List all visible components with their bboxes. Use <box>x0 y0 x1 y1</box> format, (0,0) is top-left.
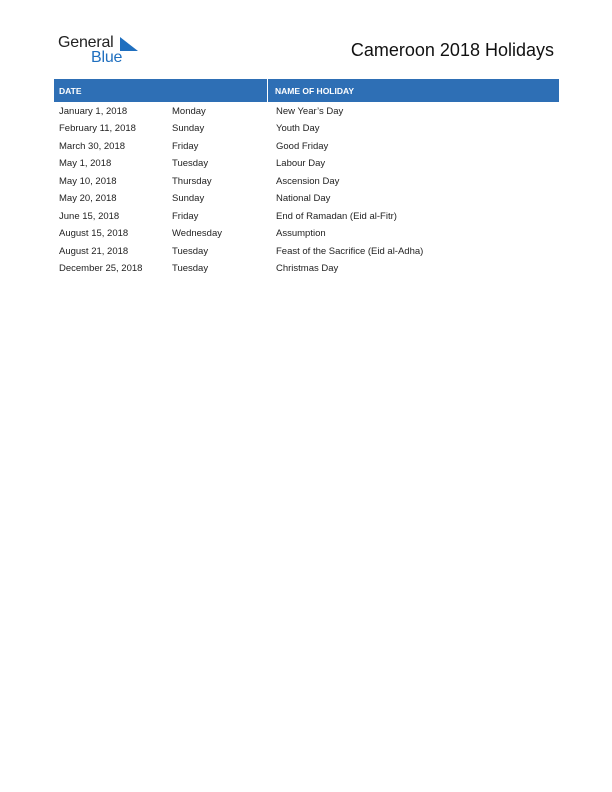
column-header-name: NAME OF HOLIDAY <box>275 85 355 96</box>
holiday-date: March 30, 2018 <box>59 140 126 152</box>
table-header <box>54 79 559 102</box>
logo-triangle-icon <box>120 37 138 51</box>
table-row <box>54 173 559 191</box>
holiday-date: August 15, 2018 <box>59 228 129 240</box>
holiday-weekday: Tuesday <box>172 158 209 170</box>
holiday-weekday: Tuesday <box>172 263 209 275</box>
table-row <box>54 120 559 138</box>
holiday-date: May 20, 2018 <box>59 193 117 205</box>
logo-text-general: General <box>58 34 114 51</box>
holiday-date: January 1, 2018 <box>59 105 128 117</box>
holiday-date: May 1, 2018 <box>59 158 112 170</box>
holiday-weekday: Wednesday <box>172 228 222 240</box>
holiday-date: June 15, 2018 <box>59 210 120 222</box>
holiday-name: Youth Day <box>276 123 320 135</box>
table-row <box>54 260 559 278</box>
logo <box>58 34 148 68</box>
holiday-table <box>54 79 559 278</box>
table-body <box>54 102 559 278</box>
holiday-name: Labour Day <box>276 158 326 170</box>
holiday-weekday: Sunday <box>172 193 205 205</box>
holiday-weekday: Thursday <box>172 175 212 187</box>
table-row <box>54 103 559 121</box>
holiday-name: Assumption <box>276 228 326 240</box>
holiday-name: Ascension Day <box>276 175 340 187</box>
table-row <box>54 225 559 243</box>
holiday-name: New Year’s Day <box>276 105 344 117</box>
logo-text-blue: Blue <box>91 49 123 66</box>
table-row <box>54 138 559 156</box>
holiday-date: February 11, 2018 <box>59 123 136 135</box>
holiday-name: Christmas Day <box>276 263 339 275</box>
holiday-date: December 25, 2018 <box>59 263 143 275</box>
holiday-weekday: Tuesday <box>172 245 209 257</box>
holiday-weekday: Sunday <box>172 123 205 135</box>
table-row <box>54 208 559 226</box>
table-row <box>54 155 559 173</box>
holiday-name: National Day <box>276 193 331 205</box>
document-title: Cameroon 2018 Holidays <box>350 40 554 60</box>
column-header-date: DATE <box>54 79 268 102</box>
holiday-weekday: Friday <box>172 210 199 222</box>
holiday-name: Feast of the Sacrifice (Eid al-Adha) <box>276 245 424 257</box>
holiday-weekday: Friday <box>172 140 199 152</box>
holiday-name: End of Ramadan (Eid al-Fitr) <box>276 210 397 222</box>
holiday-weekday: Monday <box>172 105 206 117</box>
table-row <box>54 190 559 208</box>
holiday-date: May 10, 2018 <box>59 175 117 187</box>
table-row <box>54 243 559 261</box>
holiday-name: Good Friday <box>276 140 329 152</box>
holiday-date: August 21, 2018 <box>59 245 129 257</box>
